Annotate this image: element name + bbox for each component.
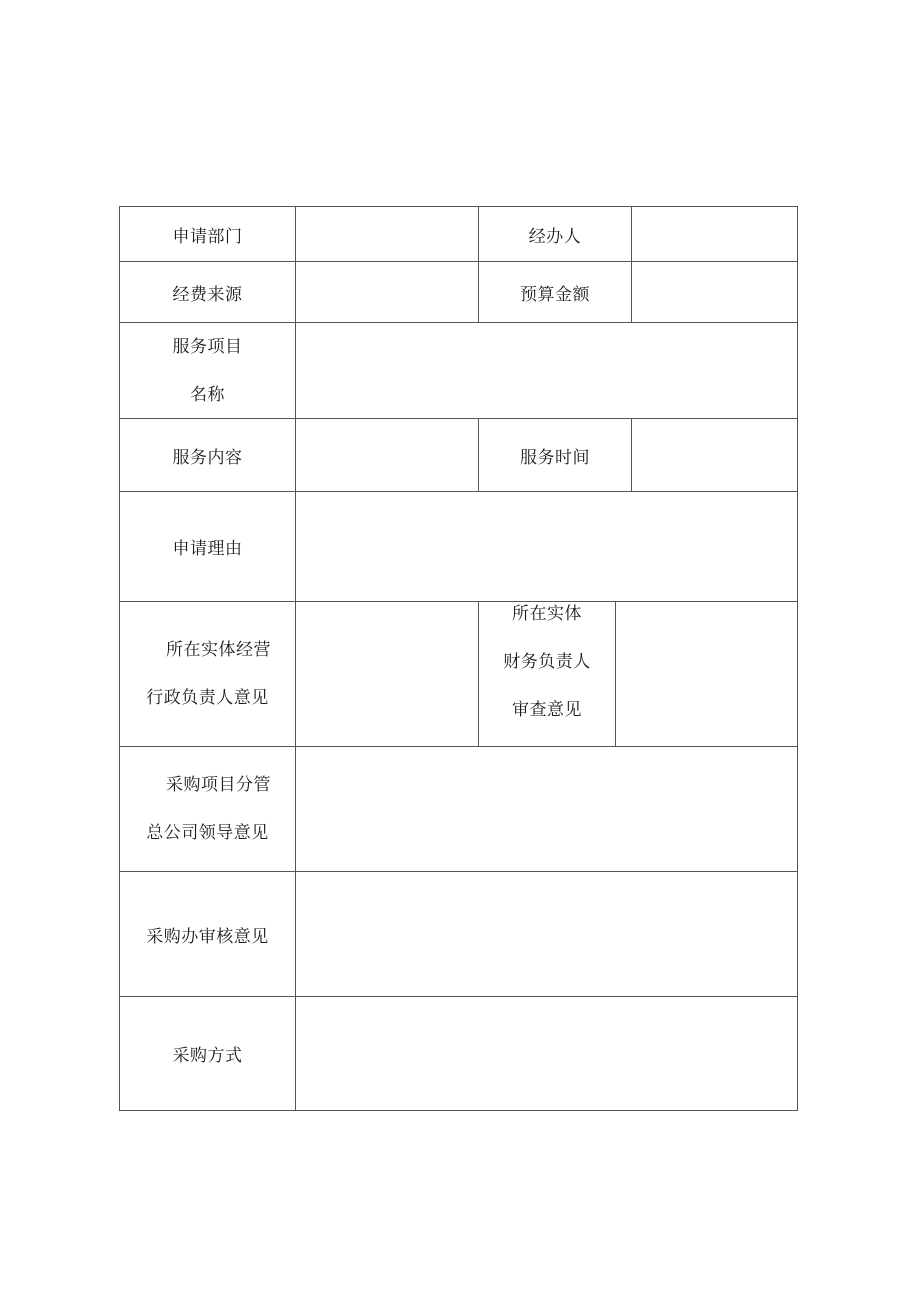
- entity-finance-opinion-field[interactable]: [616, 602, 797, 746]
- service-content-field[interactable]: [296, 419, 478, 491]
- procurement-application-form: [119, 206, 798, 1111]
- application-reason-field[interactable]: [296, 492, 797, 601]
- service-content-label: 服务内容: [172, 447, 243, 468]
- procurement-method-field[interactable]: [296, 997, 797, 1110]
- project-name-label: [120, 323, 295, 418]
- project-name-field[interactable]: [296, 323, 797, 418]
- funding-source-field[interactable]: [296, 262, 478, 322]
- handler-label: 经办人: [528, 226, 582, 247]
- leader-opinion-field[interactable]: [296, 747, 797, 871]
- entity-admin-opinion-field[interactable]: [296, 602, 478, 746]
- procurement-office-opinion-label: 采购办审核意见: [146, 926, 269, 947]
- leader-opinion-label-line2: 总公司领导意见: [146, 823, 269, 843]
- entity-admin-opinion-label-line2: 行政负责人意见: [146, 688, 269, 708]
- funding-source-label: 经费来源: [172, 284, 243, 305]
- procurement-method-label: 采购方式: [172, 1046, 243, 1066]
- leader-opinion-label: [120, 747, 295, 871]
- dept-label: 申请部门: [172, 226, 243, 247]
- service-time-field[interactable]: [632, 419, 797, 491]
- handler-field[interactable]: [632, 207, 797, 261]
- entity-admin-opinion-label-line1: 所在实体经营: [166, 640, 271, 660]
- entity-finance-opinion-label-line2: 财务负责人: [503, 652, 591, 672]
- project-name-label-line2: 名称: [190, 384, 225, 405]
- application-reason-label: 申请理由: [172, 539, 243, 559]
- project-name-label-line1: 服务项目: [172, 336, 243, 357]
- budget-amount-field[interactable]: [632, 262, 797, 322]
- budget-amount-label: 预算金额: [520, 284, 590, 305]
- service-time-label: 服务时间: [520, 447, 590, 468]
- procurement-office-opinion-field[interactable]: [296, 872, 797, 996]
- dept-field[interactable]: [296, 207, 478, 261]
- leader-opinion-label-line1: 采购项目分管: [166, 775, 271, 795]
- entity-finance-opinion-label: [479, 602, 615, 746]
- entity-admin-opinion-label: [120, 602, 295, 746]
- entity-finance-opinion-label-line3: 审查意见: [512, 700, 582, 720]
- entity-finance-opinion-label-line1: 所在实体: [512, 604, 582, 624]
